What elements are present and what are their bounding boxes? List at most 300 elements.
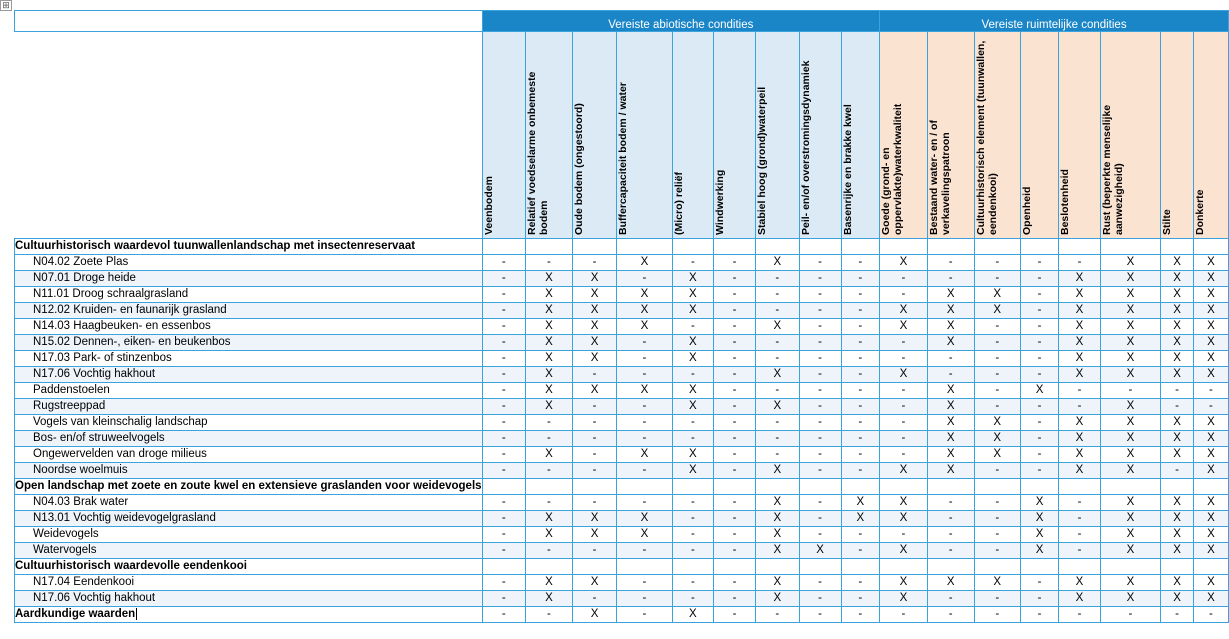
value-cell[interactable]: - (617, 335, 673, 351)
value-cell[interactable]: - (482, 447, 525, 463)
value-cell[interactable]: - (714, 543, 756, 559)
value-cell[interactable]: - (841, 383, 879, 399)
value-cell[interactable]: X (880, 543, 928, 559)
value-cell[interactable]: - (799, 367, 841, 383)
value-cell[interactable]: - (714, 447, 756, 463)
value-cell[interactable]: X (927, 431, 974, 447)
value-cell[interactable] (974, 239, 1020, 255)
value-cell[interactable]: - (974, 607, 1020, 623)
value-cell[interactable]: X (617, 447, 673, 463)
value-cell[interactable]: - (841, 575, 879, 591)
value-cell[interactable]: X (1100, 543, 1160, 559)
value-cell[interactable]: - (572, 495, 616, 511)
value-cell[interactable]: X (1059, 351, 1100, 367)
value-cell[interactable]: - (799, 591, 841, 607)
column-header-7[interactable] (756, 32, 799, 239)
value-cell[interactable]: X (1161, 367, 1194, 383)
value-cell[interactable]: X (1059, 287, 1100, 303)
value-cell[interactable]: - (841, 415, 879, 431)
value-cell[interactable]: X (756, 255, 799, 271)
value-cell[interactable]: - (1020, 319, 1058, 335)
value-cell[interactable]: X (974, 431, 1020, 447)
value-cell[interactable] (799, 239, 841, 255)
value-cell[interactable]: X (1193, 511, 1228, 527)
value-cell[interactable]: X (1193, 431, 1228, 447)
column-header-15[interactable] (1100, 32, 1160, 239)
value-cell[interactable]: X (756, 319, 799, 335)
value-cell[interactable]: - (1059, 511, 1100, 527)
value-cell[interactable]: X (756, 367, 799, 383)
value-cell[interactable]: X (1020, 383, 1058, 399)
value-cell[interactable]: X (572, 383, 616, 399)
value-cell[interactable]: X (1193, 271, 1228, 287)
row-label[interactable]: Aardkundige waarden (15, 607, 483, 623)
value-cell[interactable]: - (1059, 543, 1100, 559)
value-cell[interactable]: - (841, 335, 879, 351)
value-cell[interactable]: - (526, 463, 573, 479)
value-cell[interactable]: X (974, 575, 1020, 591)
value-cell[interactable]: - (841, 607, 879, 623)
value-cell[interactable]: - (799, 431, 841, 447)
value-cell[interactable]: - (617, 351, 673, 367)
value-cell[interactable]: - (841, 271, 879, 287)
value-cell[interactable]: X (526, 383, 573, 399)
value-cell[interactable] (1100, 559, 1160, 575)
value-cell[interactable] (880, 559, 928, 575)
row-label[interactable]: Noordse woelmuis (15, 463, 483, 479)
value-cell[interactable]: - (927, 527, 974, 543)
value-cell[interactable]: X (1161, 575, 1194, 591)
value-cell[interactable]: - (756, 335, 799, 351)
value-cell[interactable]: X (526, 399, 573, 415)
value-cell[interactable]: - (1020, 399, 1058, 415)
value-cell[interactable]: X (1161, 495, 1194, 511)
value-cell[interactable]: - (482, 383, 525, 399)
select-all-corner[interactable] (0, 0, 12, 11)
value-cell[interactable]: - (617, 495, 673, 511)
value-cell[interactable]: X (1100, 367, 1160, 383)
value-cell[interactable]: - (799, 287, 841, 303)
value-cell[interactable]: X (880, 255, 928, 271)
value-cell[interactable]: - (974, 511, 1020, 527)
value-cell[interactable]: X (617, 287, 673, 303)
value-cell[interactable]: - (1020, 303, 1058, 319)
value-cell[interactable]: - (756, 607, 799, 623)
value-cell[interactable]: X (1193, 335, 1228, 351)
row-label[interactable]: Vogels van kleinschalig landschap (15, 415, 483, 431)
value-cell[interactable]: X (1193, 255, 1228, 271)
value-cell[interactable]: - (617, 543, 673, 559)
value-cell[interactable]: - (714, 431, 756, 447)
value-cell[interactable]: - (880, 351, 928, 367)
value-cell[interactable]: X (1100, 511, 1160, 527)
value-cell[interactable]: X (927, 575, 974, 591)
value-cell[interactable]: X (1059, 335, 1100, 351)
value-cell[interactable]: X (1193, 319, 1228, 335)
value-cell[interactable]: X (927, 399, 974, 415)
column-header-6[interactable] (714, 32, 756, 239)
value-cell[interactable]: X (1059, 319, 1100, 335)
value-cell[interactable]: X (927, 463, 974, 479)
value-cell[interactable]: - (572, 399, 616, 415)
value-cell[interactable]: X (526, 591, 573, 607)
value-cell[interactable]: - (799, 607, 841, 623)
value-cell[interactable]: - (799, 447, 841, 463)
value-cell[interactable]: - (714, 287, 756, 303)
column-header-12[interactable] (974, 32, 1020, 239)
row-label[interactable]: Rugstreeppad (15, 399, 483, 415)
row-label[interactable]: N15.02 Dennen-, eiken- en beukenbos (15, 335, 483, 351)
value-cell[interactable] (1193, 479, 1228, 495)
value-cell[interactable] (1020, 239, 1058, 255)
value-cell[interactable]: - (1020, 575, 1058, 591)
value-cell[interactable]: X (1100, 591, 1160, 607)
value-cell[interactable]: X (1161, 351, 1194, 367)
value-cell[interactable]: - (617, 431, 673, 447)
value-cell[interactable]: - (974, 399, 1020, 415)
value-cell[interactable]: - (974, 383, 1020, 399)
value-cell[interactable]: - (841, 591, 879, 607)
value-cell[interactable]: - (927, 495, 974, 511)
value-cell[interactable]: - (799, 527, 841, 543)
value-cell[interactable]: - (756, 415, 799, 431)
value-cell[interactable] (617, 559, 673, 575)
value-cell[interactable]: - (482, 287, 525, 303)
value-cell[interactable] (1020, 479, 1058, 495)
value-cell[interactable] (482, 559, 525, 575)
value-cell[interactable]: X (526, 575, 573, 591)
value-cell[interactable]: - (799, 575, 841, 591)
value-cell[interactable]: - (714, 255, 756, 271)
value-cell[interactable]: - (1193, 399, 1228, 415)
value-cell[interactable] (526, 239, 573, 255)
value-cell[interactable]: - (482, 351, 525, 367)
value-cell[interactable]: X (841, 495, 879, 511)
value-cell[interactable]: - (799, 383, 841, 399)
value-cell[interactable]: X (1193, 447, 1228, 463)
value-cell[interactable]: - (482, 255, 525, 271)
value-cell[interactable]: X (1020, 527, 1058, 543)
value-cell[interactable]: - (841, 367, 879, 383)
value-cell[interactable]: - (974, 367, 1020, 383)
value-cell[interactable]: - (927, 511, 974, 527)
column-header-3[interactable] (572, 32, 616, 239)
value-cell[interactable]: - (526, 255, 573, 271)
value-cell[interactable]: X (526, 287, 573, 303)
value-cell[interactable]: - (1020, 447, 1058, 463)
value-cell[interactable]: - (756, 447, 799, 463)
value-cell[interactable]: - (1161, 607, 1194, 623)
value-cell[interactable]: - (880, 383, 928, 399)
value-cell[interactable]: X (672, 463, 713, 479)
value-cell[interactable]: - (526, 431, 573, 447)
value-cell[interactable]: X (572, 527, 616, 543)
value-cell[interactable] (1193, 559, 1228, 575)
value-cell[interactable]: X (1193, 303, 1228, 319)
value-cell[interactable]: - (617, 367, 673, 383)
value-cell[interactable]: - (1161, 399, 1194, 415)
value-cell[interactable] (756, 479, 799, 495)
value-cell[interactable]: X (1161, 287, 1194, 303)
value-cell[interactable]: X (1059, 271, 1100, 287)
value-cell[interactable]: - (756, 431, 799, 447)
value-cell[interactable]: X (617, 383, 673, 399)
value-cell[interactable]: - (714, 335, 756, 351)
value-cell[interactable]: - (1020, 367, 1058, 383)
value-cell[interactable]: X (1161, 335, 1194, 351)
value-cell[interactable] (1161, 239, 1194, 255)
value-cell[interactable]: - (974, 335, 1020, 351)
value-cell[interactable]: - (572, 431, 616, 447)
value-cell[interactable]: X (1100, 415, 1160, 431)
value-cell[interactable] (1059, 559, 1100, 575)
value-cell[interactable]: X (617, 527, 673, 543)
value-cell[interactable]: - (799, 319, 841, 335)
value-cell[interactable] (482, 479, 525, 495)
value-cell[interactable]: - (714, 415, 756, 431)
value-cell[interactable]: - (880, 447, 928, 463)
value-cell[interactable]: X (1020, 543, 1058, 559)
value-cell[interactable]: - (482, 591, 525, 607)
value-cell[interactable]: - (1020, 335, 1058, 351)
row-label[interactable]: Paddenstoelen (15, 383, 483, 399)
row-label[interactable]: N12.02 Kruiden- en faunarijk grasland (15, 303, 483, 319)
value-cell[interactable]: - (482, 399, 525, 415)
value-cell[interactable]: X (572, 607, 616, 623)
value-cell[interactable]: - (617, 271, 673, 287)
value-cell[interactable]: - (841, 287, 879, 303)
value-cell[interactable]: - (927, 271, 974, 287)
value-cell[interactable]: X (927, 383, 974, 399)
value-cell[interactable]: - (841, 319, 879, 335)
value-cell[interactable]: - (482, 543, 525, 559)
value-cell[interactable]: - (714, 495, 756, 511)
value-cell[interactable]: - (482, 495, 525, 511)
value-cell[interactable]: - (526, 495, 573, 511)
value-cell[interactable]: X (672, 399, 713, 415)
value-cell[interactable]: X (1100, 351, 1160, 367)
value-cell[interactable]: - (1020, 255, 1058, 271)
value-cell[interactable]: - (714, 511, 756, 527)
column-header-5[interactable] (672, 32, 713, 239)
value-cell[interactable]: X (1059, 575, 1100, 591)
value-cell[interactable]: - (572, 367, 616, 383)
value-cell[interactable]: X (927, 335, 974, 351)
value-cell[interactable]: - (799, 415, 841, 431)
row-label[interactable]: N17.03 Park- of stinzenbos (15, 351, 483, 367)
value-cell[interactable] (1059, 239, 1100, 255)
value-cell[interactable] (714, 559, 756, 575)
value-cell[interactable]: - (880, 335, 928, 351)
value-cell[interactable] (1100, 239, 1160, 255)
row-label[interactable]: N17.06 Vochtig hakhout (15, 591, 483, 607)
value-cell[interactable]: - (974, 351, 1020, 367)
value-cell[interactable]: X (1100, 447, 1160, 463)
column-header-11[interactable] (927, 32, 974, 239)
row-label[interactable]: N11.01 Droog schraalgrasland (15, 287, 483, 303)
value-cell[interactable] (974, 479, 1020, 495)
value-cell[interactable] (617, 479, 673, 495)
value-cell[interactable]: - (1020, 287, 1058, 303)
row-label[interactable]: Watervogels (15, 543, 483, 559)
value-cell[interactable]: X (1059, 303, 1100, 319)
value-cell[interactable]: X (672, 447, 713, 463)
value-cell[interactable]: X (572, 319, 616, 335)
value-cell[interactable]: - (572, 591, 616, 607)
value-cell[interactable]: - (1020, 431, 1058, 447)
value-cell[interactable]: - (672, 319, 713, 335)
value-cell[interactable]: - (1100, 383, 1160, 399)
value-cell[interactable]: X (974, 415, 1020, 431)
row-label[interactable]: N07.01 Droge heide (15, 271, 483, 287)
value-cell[interactable]: X (1059, 447, 1100, 463)
value-cell[interactable] (1193, 239, 1228, 255)
value-cell[interactable]: - (927, 543, 974, 559)
value-cell[interactable] (672, 239, 713, 255)
value-cell[interactable]: - (526, 607, 573, 623)
value-cell[interactable]: X (927, 415, 974, 431)
value-cell[interactable]: X (880, 367, 928, 383)
value-cell[interactable]: X (526, 351, 573, 367)
value-cell[interactable]: - (974, 527, 1020, 543)
value-cell[interactable]: X (1193, 575, 1228, 591)
value-cell[interactable]: - (714, 399, 756, 415)
value-cell[interactable]: - (572, 255, 616, 271)
value-cell[interactable]: X (672, 271, 713, 287)
value-cell[interactable]: X (756, 543, 799, 559)
value-cell[interactable] (1161, 559, 1194, 575)
value-cell[interactable]: - (1193, 607, 1228, 623)
value-cell[interactable]: - (1161, 463, 1194, 479)
value-cell[interactable]: - (672, 495, 713, 511)
value-cell[interactable]: X (1161, 543, 1194, 559)
value-cell[interactable]: - (1161, 383, 1194, 399)
value-cell[interactable]: - (672, 367, 713, 383)
value-cell[interactable]: - (974, 319, 1020, 335)
value-cell[interactable]: X (1059, 415, 1100, 431)
value-cell[interactable]: - (482, 319, 525, 335)
row-label[interactable]: N13.01 Vochtig weidevogelgrasland (15, 511, 483, 527)
value-cell[interactable]: - (672, 527, 713, 543)
value-cell[interactable]: - (482, 415, 525, 431)
value-cell[interactable]: - (880, 431, 928, 447)
value-cell[interactable] (482, 239, 525, 255)
value-cell[interactable]: X (1059, 431, 1100, 447)
value-cell[interactable]: - (617, 399, 673, 415)
column-header-1[interactable] (482, 32, 525, 239)
value-cell[interactable]: - (799, 335, 841, 351)
value-cell[interactable]: - (617, 575, 673, 591)
value-cell[interactable]: X (1161, 415, 1194, 431)
value-cell[interactable]: - (714, 383, 756, 399)
value-cell[interactable]: - (672, 511, 713, 527)
value-cell[interactable]: - (927, 255, 974, 271)
value-cell[interactable]: - (799, 511, 841, 527)
value-cell[interactable]: - (799, 271, 841, 287)
value-cell[interactable]: - (672, 543, 713, 559)
value-cell[interactable]: X (1100, 287, 1160, 303)
value-cell[interactable]: X (526, 319, 573, 335)
value-cell[interactable]: - (672, 431, 713, 447)
value-cell[interactable]: - (526, 415, 573, 431)
value-cell[interactable]: X (572, 287, 616, 303)
value-cell[interactable]: - (1020, 591, 1058, 607)
value-cell[interactable]: - (714, 303, 756, 319)
value-cell[interactable]: X (672, 287, 713, 303)
value-cell[interactable]: - (1059, 527, 1100, 543)
value-cell[interactable]: - (482, 527, 525, 543)
value-cell[interactable] (927, 239, 974, 255)
value-cell[interactable] (841, 239, 879, 255)
value-cell[interactable]: X (927, 287, 974, 303)
row-label[interactable]: N17.04 Eendenkooi (15, 575, 483, 591)
value-cell[interactable]: - (974, 463, 1020, 479)
value-cell[interactable]: X (1100, 319, 1160, 335)
value-cell[interactable]: X (1193, 591, 1228, 607)
value-cell[interactable]: X (1100, 431, 1160, 447)
value-cell[interactable]: - (672, 415, 713, 431)
value-cell[interactable] (1161, 479, 1194, 495)
row-label[interactable]: N04.03 Brak water (15, 495, 483, 511)
value-cell[interactable]: X (572, 351, 616, 367)
column-header-2[interactable] (526, 32, 573, 239)
row-label[interactable]: Weidevogels (15, 527, 483, 543)
value-cell[interactable]: - (1020, 415, 1058, 431)
value-cell[interactable]: - (756, 383, 799, 399)
value-cell[interactable]: X (572, 575, 616, 591)
value-cell[interactable]: X (1193, 463, 1228, 479)
value-cell[interactable]: - (1059, 495, 1100, 511)
value-cell[interactable]: - (927, 351, 974, 367)
value-cell[interactable]: X (756, 511, 799, 527)
value-cell[interactable]: - (756, 287, 799, 303)
value-cell[interactable]: - (880, 399, 928, 415)
value-cell[interactable]: - (482, 575, 525, 591)
row-label[interactable]: N04.02 Zoete Plas (15, 255, 483, 271)
value-cell[interactable]: X (841, 511, 879, 527)
value-cell[interactable]: X (1100, 335, 1160, 351)
value-cell[interactable]: X (672, 607, 713, 623)
value-cell[interactable] (927, 559, 974, 575)
value-cell[interactable]: - (841, 399, 879, 415)
value-cell[interactable]: - (1193, 383, 1228, 399)
value-cell[interactable]: - (927, 607, 974, 623)
value-cell[interactable]: X (880, 575, 928, 591)
value-cell[interactable]: X (880, 511, 928, 527)
value-cell[interactable]: X (672, 351, 713, 367)
value-cell[interactable]: X (526, 511, 573, 527)
value-cell[interactable]: X (1100, 575, 1160, 591)
value-cell[interactable]: - (617, 463, 673, 479)
value-cell[interactable]: X (1193, 543, 1228, 559)
value-cell[interactable]: - (714, 463, 756, 479)
value-cell[interactable]: - (927, 591, 974, 607)
value-cell[interactable]: - (1059, 383, 1100, 399)
value-cell[interactable]: - (974, 543, 1020, 559)
value-cell[interactable]: - (482, 607, 525, 623)
value-cell[interactable] (756, 239, 799, 255)
value-cell[interactable]: X (672, 303, 713, 319)
value-cell[interactable] (1059, 479, 1100, 495)
value-cell[interactable]: - (482, 367, 525, 383)
value-cell[interactable]: X (572, 511, 616, 527)
value-cell[interactable]: - (714, 271, 756, 287)
row-label[interactable]: Ongewervelden van droge milieus (15, 447, 483, 463)
column-header-16[interactable] (1161, 32, 1194, 239)
value-cell[interactable] (672, 559, 713, 575)
value-cell[interactable]: - (841, 255, 879, 271)
value-cell[interactable]: X (1161, 431, 1194, 447)
